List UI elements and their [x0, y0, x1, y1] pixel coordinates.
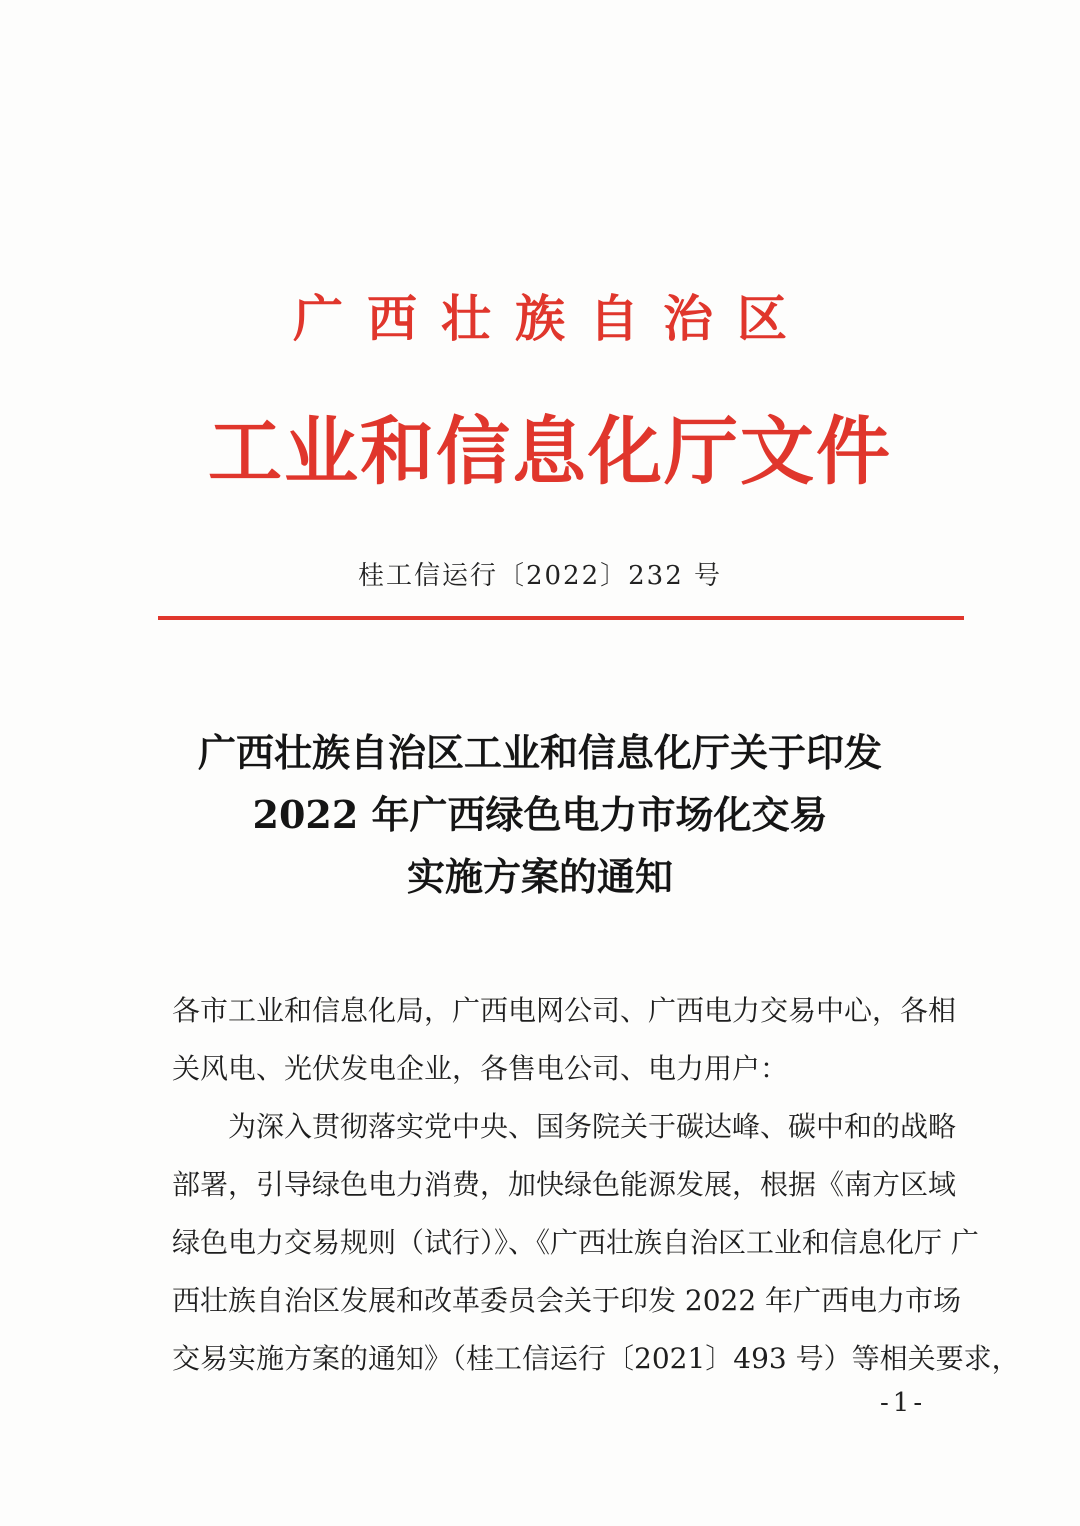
- document-number: 桂工信运行〔2022〕232 号: [357, 561, 723, 591]
- document-header-title: 工业和信息化厅文件: [208, 409, 892, 495]
- red-separator-line: [158, 616, 964, 620]
- paragraph-line-3: 绿色电力交易规则（试行）》、《广西壮族自治区工业和信息化厅 广: [172, 1226, 979, 1259]
- recipients-line-1: 各市工业和信息化局，广西电网公司、广西电力交易中心，各相: [172, 994, 957, 1027]
- notice-title-line-2: 2022 年广西绿色电力市场化交易: [252, 792, 828, 837]
- paragraph-line-4: 西壮族自治区发展和改革委员会关于印发 2022 年广西电力市场: [172, 1284, 962, 1317]
- issuing-organization: 广西壮族自治区: [293, 289, 811, 348]
- notice-title-line-3: 实施方案的通知: [406, 854, 673, 899]
- paragraph-line-1: 为深入贯彻落实党中央、国务院关于碳达峰、碳中和的战略: [228, 1110, 957, 1143]
- paragraph-line-5: 交易实施方案的通知》（桂工信运行〔2021〕493 号）等相关要求，: [172, 1342, 1020, 1375]
- notice-title-line-1: 广西壮族自治区工业和信息化厅关于印发: [197, 730, 882, 775]
- notice-title: [0, 722, 1080, 908]
- recipients-line-2: 关风电、光伏发电企业，各售电公司、电力用户：: [172, 1052, 789, 1085]
- page-number: -1-: [880, 1388, 927, 1418]
- notice-body: [172, 982, 1020, 1388]
- paragraph-line-2: 部署，引导绿色电力消费，加快绿色能源发展，根据《南方区域: [172, 1168, 957, 1201]
